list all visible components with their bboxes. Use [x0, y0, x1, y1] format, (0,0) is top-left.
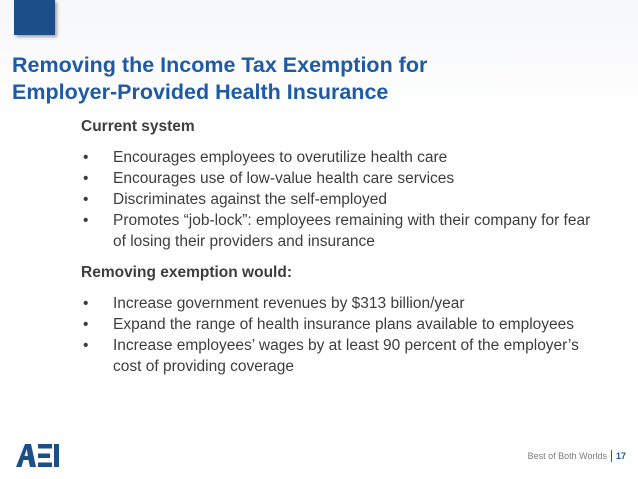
- footer: [528, 450, 626, 462]
- list-item-text: Increase government revenues by $313 billion/year: [113, 295, 465, 312]
- list-item: [81, 314, 601, 335]
- presentation-name: Best of Both Worlds: [527, 451, 607, 461]
- slide-body: [81, 116, 601, 377]
- bullet-glyph: •: [83, 295, 89, 312]
- current-system-list: [81, 147, 601, 252]
- list-item-text: Expand the range of health insurance plans available to employees: [113, 316, 575, 333]
- bullet-glyph: •: [83, 337, 89, 354]
- list-item-text: Increase employees’ wages by at least 90 percent of the employer’s cost of providing coverage: [113, 337, 579, 375]
- footer-divider: [611, 450, 612, 462]
- slide-title: [12, 52, 612, 106]
- bullet-glyph: •: [83, 212, 89, 229]
- list-item-text: Promotes “job-lock”: employees remaining with their company for fear of losing their providers and insurance: [113, 212, 591, 250]
- list-item: [81, 189, 601, 210]
- bullet-glyph: •: [83, 191, 89, 208]
- list-item-text: Encourages use of low-value health care services: [113, 170, 455, 187]
- title-line-2: Employer-Provided Health Insurance: [12, 80, 389, 104]
- list-item: [81, 168, 601, 189]
- list-item-text: Discriminates against the self-employed: [113, 191, 387, 208]
- section-heading-current-system: Current system: [81, 118, 195, 135]
- list-item: [81, 147, 601, 168]
- list-item: [81, 335, 601, 377]
- section-heading-removing-exemption: Removing exemption would:: [81, 264, 292, 281]
- list-item: [81, 210, 601, 252]
- corner-accent-square: [14, 0, 55, 35]
- bullet-glyph: •: [83, 170, 89, 187]
- bullet-glyph: •: [83, 149, 89, 166]
- aei-logo: [14, 441, 64, 469]
- list-item: [81, 293, 601, 314]
- list-item-text: Encourages employees to overutilize health care: [113, 149, 448, 166]
- title-line-1: Removing the Income Tax Exemption for: [12, 53, 428, 77]
- page-number: 17: [615, 451, 626, 461]
- bullet-glyph: •: [83, 316, 89, 333]
- removing-exemption-list: [81, 293, 601, 377]
